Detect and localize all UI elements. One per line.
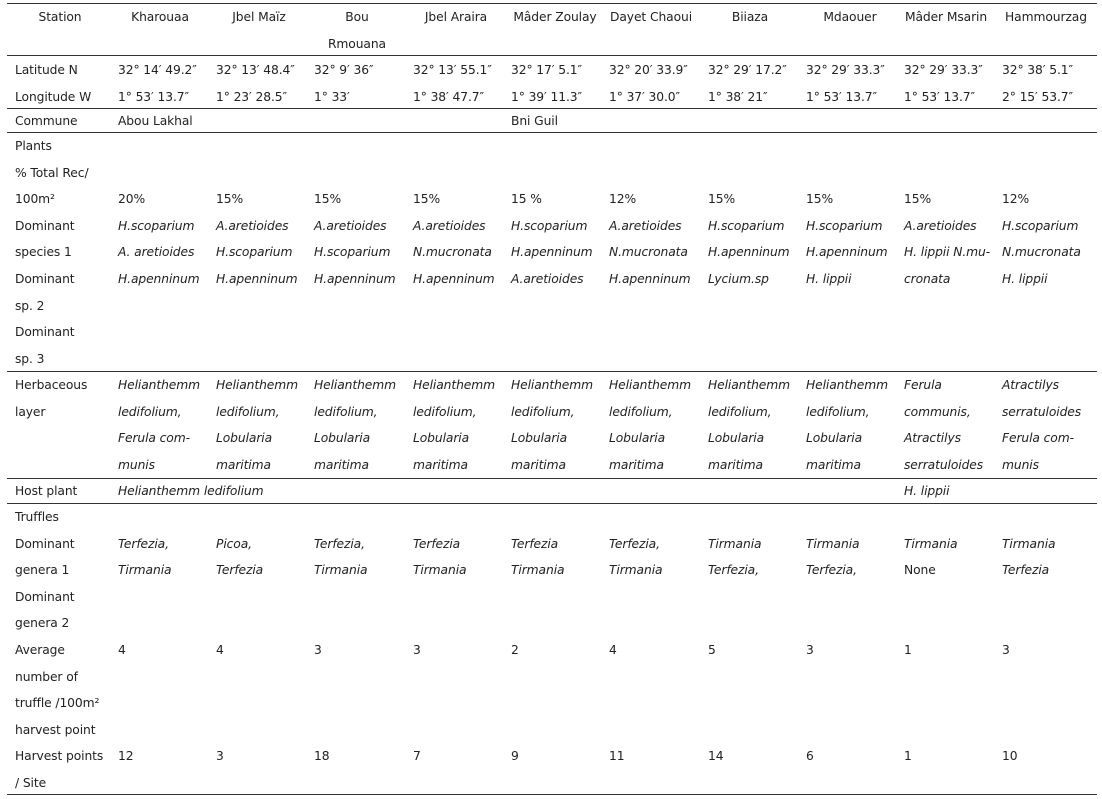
truffle-genus-value: Terfezia [1002,563,1050,578]
truffle-genus-value: Terfezia, [806,563,857,578]
header-station-name: Bou [345,10,369,24]
herbaceous-value: serratuloides [1002,404,1082,419]
host-plant-value: Helianthemm ledifolium [118,484,264,498]
longitude-value: 1° 23′ 28.5″ [216,89,288,104]
header-station-name: Mâder Msarin [904,10,988,24]
herbaceous-value: Lobularia [511,431,568,446]
dominant-species-value: Lycium.sp [708,272,769,286]
row-label-average-truffle: harvest point [15,722,96,737]
header-station-name: Jbel Araira [424,10,488,24]
header-rule [7,55,1097,56]
host-plant-value: H. lippii [904,484,950,498]
herbaceous-value: Helianthemm [609,378,692,392]
plant-cover-value: 20% [118,192,146,207]
dominant-species-value: A.aretioides [413,218,486,233]
herbaceous-value: Lobularia [708,431,765,446]
average-truffle-value: 3 [806,643,814,657]
header-station-name: Dayet Chaoui [609,10,693,24]
latitude-value: 32° 38′ 5.1″ [1002,63,1074,78]
dominant-species-value: A.aretioides [314,218,387,233]
plant-cover-value: 15% [216,192,244,207]
dominant-species-value: H.apenninum [609,272,691,286]
herbaceous-value: Lobularia [609,431,666,446]
herbaceous-value: maritima [413,457,468,472]
row-label-herbaceous: layer [15,404,46,419]
row-label-average-truffle: Average [15,643,65,657]
harvest-points-value: 6 [806,749,814,763]
longitude-value: 1° 53′ 13.7″ [118,89,190,104]
herbaceous-value: Helianthemm [806,378,889,392]
dominant-species-value: H.scoparium [216,245,293,260]
average-truffle-value: 4 [118,643,126,657]
herbaceous-value: ledifolium, [806,404,870,419]
herbaceous-value: Helianthemm [118,378,201,392]
herbaceous-value: Lobularia [216,431,273,446]
row-label-average-truffle: number of [15,669,78,684]
row-label-commune: Commune [15,114,78,128]
average-truffle-value: 1 [904,643,912,657]
average-truffle-value: 4 [216,643,224,657]
herbaceous-value: Helianthemm [216,378,299,392]
truffle-genus-value: Tirmania [1002,536,1056,551]
row-label-plants: Dominant [15,272,75,286]
herbaceous-value: ledifolium, [118,404,182,419]
harvest-points-value: 14 [708,749,724,763]
row-label-host-plant: Host plant [15,484,78,498]
longitude-value: 1° 53′ 13.7″ [904,89,976,104]
herbaceous-value: munis [118,457,155,472]
row-label-harvest-points: Harvest points [15,749,104,763]
dominant-species-value: N.mucronata [413,245,492,260]
herbaceous-value: ledifolium, [708,404,772,419]
dominant-species-value: H.scoparium [118,218,195,233]
row-label-average-truffle: truffle /100m² [15,696,100,711]
truffle-genus-value: Terfezia, [314,536,365,551]
row-label-latitude: Latitude N [15,63,78,78]
truffle-genus-value: Terfezia, [609,536,660,551]
dominant-species-value: H. lippii [1002,272,1048,286]
longitude-value: 1° 38′ 47.7″ [413,89,485,104]
header-station-name: Kharouaa [131,10,189,24]
plant-cover-value: 12% [609,192,637,207]
row-label-truffles: genera 1 [15,563,70,578]
harvest-points-value: 7 [413,749,421,763]
dominant-species-value: H. lippii N.mu- [904,245,991,260]
herbaceous-value: maritima [708,457,763,472]
row-label-truffles: genera 2 [15,616,70,631]
herbaceous-value: maritima [511,457,566,472]
herbaceous-value: Helianthemm [413,378,496,392]
herbaceous-value: communis, [904,404,971,419]
row-label-plants: Plants [15,139,52,153]
average-truffle-value: 2 [511,643,519,657]
row-label-truffles: Dominant [15,536,75,551]
truffle-genus-value: Terfezia [511,536,559,551]
latitude-value: 32° 29′ 33.3″ [806,63,885,78]
average-truffle-value: 3 [413,643,421,657]
plant-cover-value: 12% [1002,192,1030,207]
longitude-value: 1° 38′ 21″ [708,89,768,104]
truffle-genus-value: Terfezia, [118,536,169,551]
dominant-species-value: H.apenninum [708,245,790,260]
harvest-points-value: 3 [216,749,224,763]
truffle-genus-value: Terfezia, [708,563,759,578]
row-label-plants: sp. 2 [15,298,45,313]
harvest-points-value: 12 [118,749,134,763]
latitude-value: 32° 9′ 36″ [314,63,374,78]
dominant-species-value: A.aretioides [904,218,977,233]
row-label-truffles: Truffles [15,510,59,524]
herbaceous-value: ledifolium, [216,404,280,419]
plant-cover-value: 15% [904,192,932,207]
longitude-value: 1° 37′ 30.0″ [609,89,681,104]
header-station-name: Rmouana [327,36,386,51]
herbaceous-value: Ferula [904,378,942,392]
average-truffle-value: 3 [1002,643,1010,657]
average-truffle-value: 5 [708,643,716,657]
herbaceous-value: Lobularia [806,431,863,446]
average-truffle-value: 4 [609,643,617,657]
herbaceous-value: ledifolium, [609,404,673,419]
latitude-value: 32° 29′ 17.2″ [708,63,787,78]
herbaceous-value: Ferula com- [118,431,190,446]
dominant-species-value: H.apenninum [806,245,888,260]
header-station-name: Mdaouer [823,10,877,24]
latitude-value: 32° 29′ 33.3″ [904,63,983,78]
truffle-genus-value: Tirmania [413,563,467,578]
row-label-plants: species 1 [15,245,72,260]
longitude-value: 1° 39′ 11.3″ [511,89,583,104]
dominant-species-value: A. aretioides [118,245,195,260]
herbaceous-value: Helianthemm [708,378,791,392]
dominant-species-value: H.apenninum [413,272,495,286]
plant-cover-value: 15% [708,192,736,207]
herbaceous-value: Helianthemm [511,378,594,392]
truffle-genus-value: Tirmania [806,536,860,551]
dominant-species-value: H.scoparium [806,218,883,233]
truffle-genus-value: Terfezia [216,563,264,578]
latitude-value: 32° 20′ 33.9″ [609,63,688,78]
latitude-value: 32° 13′ 55.1″ [413,63,492,78]
header-station-name: Mâder Zoulay [513,10,597,24]
truffle-genus-value: None [904,563,936,578]
dominant-species-value: N.mucronata [609,245,688,260]
truffle-genus-value: Tirmania [118,563,172,578]
herbaceous-value: maritima [216,457,271,472]
row-label-herbaceous: Herbaceous [15,378,88,392]
harvest-points-value: 11 [609,749,625,763]
row-label-plants: % Total Rec/ [15,165,89,180]
dominant-species-value: cronata [904,272,951,286]
dominant-species-value: H.scoparium [708,218,785,233]
plant-cover-value: 15% [314,192,342,207]
header-station-name: Biiaza [731,10,769,24]
dominant-species-value: A.aretioides [511,272,584,286]
herbaceous-value: Ferula com- [1002,431,1074,446]
truffle-genus-value: Terfezia [413,536,461,551]
header-station-name: Jbel Maïz [232,10,286,24]
truffle-genus-value: Tirmania [314,563,368,578]
dominant-species-value: H. lippii [806,272,852,286]
dominant-species-value: H.scoparium [511,218,588,233]
row-label-plants: Dominant [15,325,75,340]
table-bottom-rule [7,794,1097,795]
harvest-points-value: 10 [1002,749,1018,763]
commune-value: Abou Lakhal [118,114,193,128]
latitude-value: 32° 17′ 5.1″ [511,63,583,78]
dominant-species-value: A.aretioides [609,218,682,233]
truffle-genus-value: Tirmania [904,536,958,551]
herbaceous-value: serratuloides [904,457,984,472]
dominant-species-value: H.apenninum [216,272,298,286]
row-label-harvest-points: / Site [15,775,47,790]
herbaceous-value: Lobularia [314,431,371,446]
dominant-species-value: H.scoparium [314,245,391,260]
row-label-plants: sp. 3 [15,351,45,366]
dominant-species-value: H.apenninum [314,272,396,286]
herbaceous-value: ledifolium, [413,404,477,419]
average-truffle-value: 3 [314,643,322,657]
truffle-genus-value: Picoa, [216,536,252,551]
row-label-plants: 100m² [15,192,55,207]
latitude-value: 32° 13′ 48.4″ [216,63,295,78]
row-label-plants: Dominant [15,218,75,233]
plant-cover-value: 15% [413,192,441,207]
longitude-value: 2° 15′ 53.7″ [1002,89,1074,104]
latitude-value: 32° 14′ 49.2″ [118,63,197,78]
dominant-species-value: A.aretioides [216,218,289,233]
plant-cover-value: 15% [806,192,834,207]
longitude-value: 1° 33′ [314,89,350,104]
herbaceous-value: ledifolium, [314,404,378,419]
herbaceous-value: Helianthemm [314,378,397,392]
harvest-points-value: 18 [314,749,330,763]
harvest-points-value: 9 [511,749,519,763]
herbaceous-value: Atractilys [904,431,961,446]
herbaceous-value: ledifolium, [511,404,575,419]
dominant-species-value: H.apenninum [118,272,200,286]
herbaceous-value: Lobularia [413,431,470,446]
header-station-name: Hammourzag [1005,10,1087,24]
herbaceous-value: munis [1002,457,1039,472]
herbaceous-value: Atractilys [1002,378,1059,392]
herbaceous-value: maritima [314,457,369,472]
longitude-value: 1° 53′ 13.7″ [806,89,878,104]
herbaceous-value: maritima [806,457,861,472]
dominant-species-value: N.mucronata [1002,245,1081,260]
commune-value: Bni Guil [511,114,558,128]
truffle-genus-value: Tirmania [708,536,762,551]
truffle-genus-value: Tirmania [511,563,565,578]
truffle-genus-value: Tirmania [609,563,663,578]
harvest-points-value: 1 [904,749,912,763]
header-station-label: Station [38,10,82,24]
row-label-longitude: Longitude W [15,89,92,104]
dominant-species-value: H.apenninum [511,245,593,260]
row-label-truffles: Dominant [15,589,75,604]
plant-cover-value: 15 % [511,192,542,207]
dominant-species-value: H.scoparium [1002,218,1079,233]
herbaceous-value: maritima [609,457,664,472]
